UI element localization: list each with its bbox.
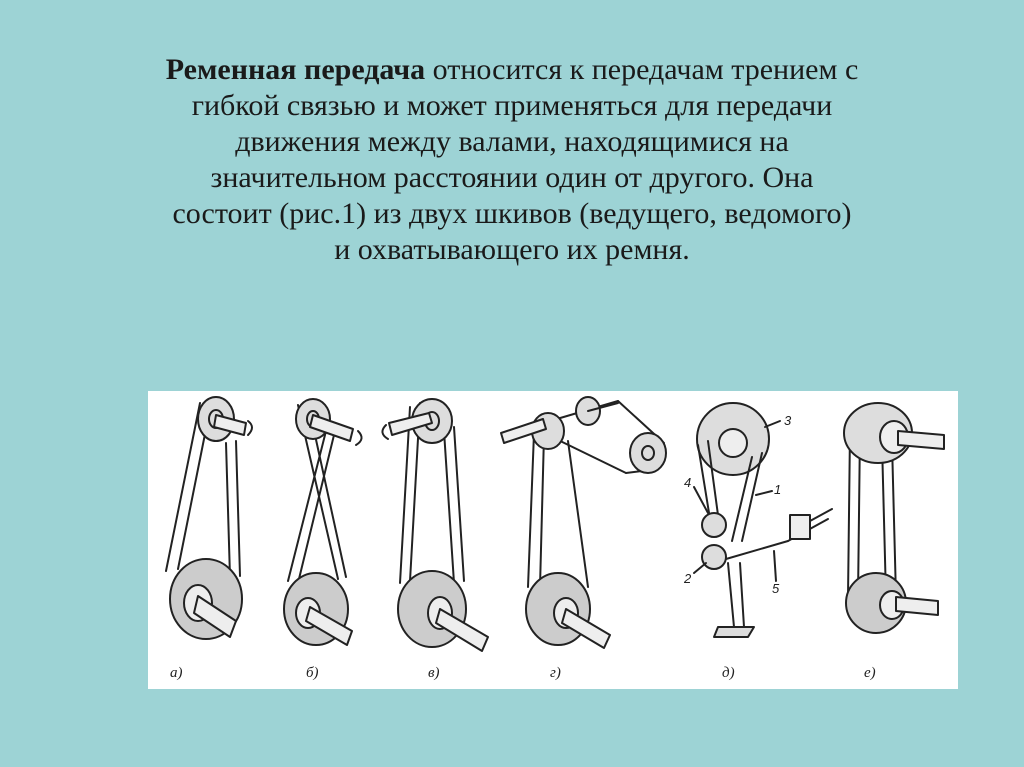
variant-a-open-drive	[166, 397, 252, 639]
text-line-5: состоит (рис.1) из двух шкивов (ведущего, ведомого)	[172, 197, 852, 230]
lever	[726, 541, 788, 559]
label-g: г)	[550, 665, 561, 681]
belt-edge	[848, 431, 850, 597]
callout-2: 2	[684, 571, 692, 586]
belt-edge	[444, 431, 454, 583]
callout-4: 4	[684, 475, 692, 490]
stand	[740, 563, 744, 627]
leader-3	[765, 421, 780, 427]
leader-2	[694, 563, 706, 573]
belt-edge	[568, 441, 588, 587]
variant-d-tensioner-drive	[694, 403, 832, 637]
callout-5: 5	[772, 581, 780, 596]
text-line-4: значительном расстоянии один от другого. Она	[210, 161, 814, 194]
belt-drive-diagram	[148, 391, 958, 689]
idler-pulley	[630, 433, 666, 473]
shaft	[898, 431, 944, 449]
pulley-4	[702, 513, 726, 537]
text-line-6: и охватывающего их ремня.	[334, 233, 690, 266]
callout-1: 1	[774, 482, 782, 497]
slide-text	[40, 52, 984, 268]
label-v: в)	[428, 665, 440, 681]
label-d: д)	[722, 665, 735, 681]
shaft	[896, 597, 938, 615]
rotation-arrow	[248, 421, 252, 435]
label-b: б)	[306, 665, 319, 681]
belt-edge	[892, 443, 896, 597]
belt-edge	[552, 437, 626, 473]
stand-base	[714, 627, 754, 637]
text-line-3: движения между валами, находящимися на	[235, 125, 789, 158]
leader-1	[756, 491, 772, 495]
belt-edge	[540, 435, 544, 587]
bracket-5	[790, 515, 810, 539]
belt-edge	[400, 407, 410, 583]
belt-edge-right	[236, 441, 240, 576]
belt-edge	[528, 433, 534, 587]
rotation-arrow	[382, 425, 388, 439]
term-belt-drive: Ременная передача	[165, 53, 426, 86]
variant-g-angle-drive	[501, 397, 666, 648]
stand	[728, 563, 734, 627]
belt-edge	[454, 427, 464, 581]
variant-v-open-drive	[382, 399, 488, 651]
label-e: е)	[864, 665, 876, 681]
text-line-1-rest: относится к передачам трением с	[425, 53, 859, 86]
rotation-arrow	[356, 431, 362, 445]
text-line-2: гибкой связью и может применяться для передачи	[191, 89, 833, 122]
belt-edge-right-inner	[226, 443, 230, 577]
belt-drive-figure	[148, 391, 958, 689]
leader-5	[774, 551, 776, 581]
label-a: а)	[170, 665, 183, 681]
variant-b-crossed-drive	[284, 399, 362, 645]
callout-3: 3	[784, 413, 792, 428]
variant-e-stepped-drive	[844, 403, 944, 633]
belt-edge	[298, 435, 334, 583]
pulley-2	[702, 545, 726, 569]
pulley-hub	[719, 429, 747, 457]
